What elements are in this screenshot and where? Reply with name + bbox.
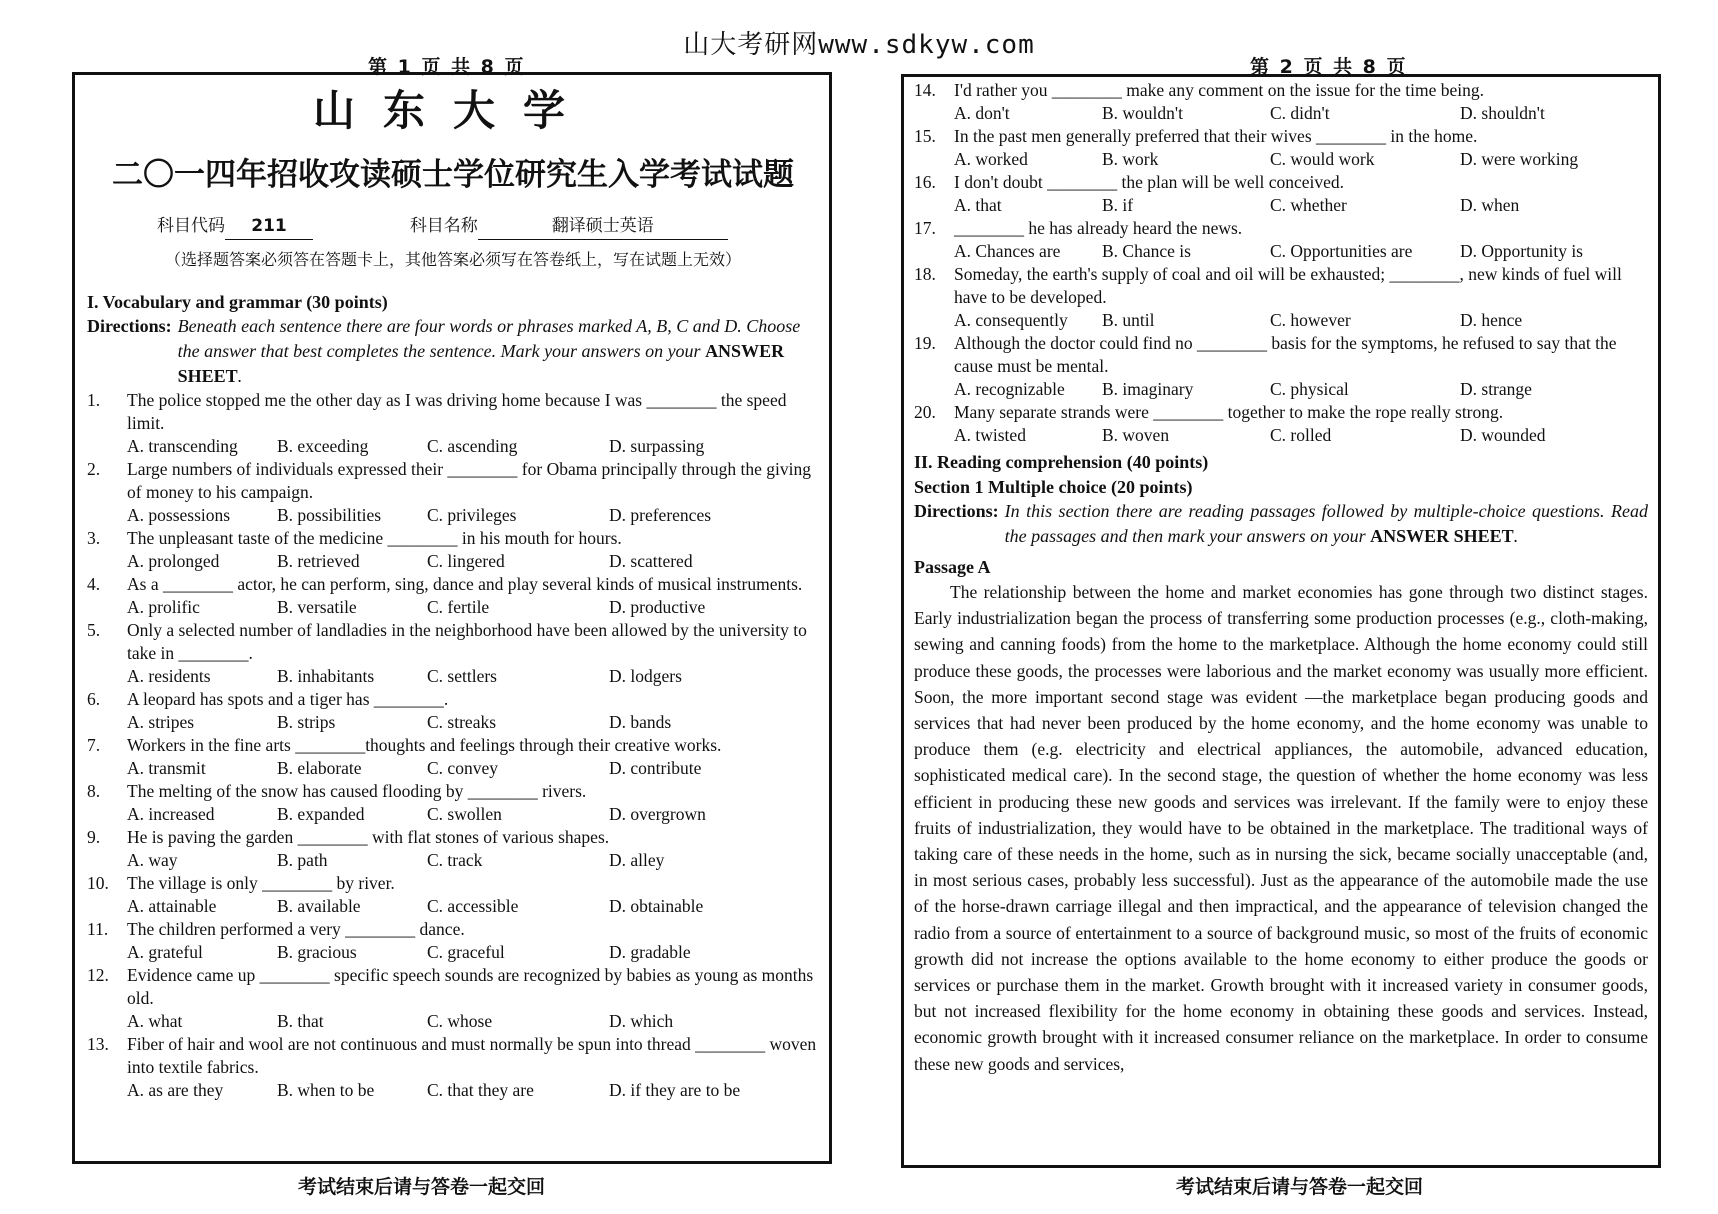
right-question-list <box>914 79 1648 447</box>
answer-option-a: A. that <box>954 195 1002 215</box>
answer-option-b: B. wouldn't <box>1102 103 1183 123</box>
answer-option-b: B. retrieved <box>277 551 360 571</box>
answer-option-a: A. transmit <box>127 758 206 778</box>
answer-option-b: B. if <box>1102 195 1134 215</box>
answer-options <box>914 194 1648 217</box>
answer-option-c: C. accessible <box>427 896 519 916</box>
answer-option-c: C. settlers <box>427 666 497 686</box>
answer-option-c: C. track <box>427 850 483 870</box>
question-10 <box>87 872 819 895</box>
answer-option-b: B. work <box>1102 149 1159 169</box>
site-watermark: 山大考研网www.sdkyw.com <box>683 30 1035 60</box>
question-text: As a ________ actor, he can perform, sing, dance and play several kinds of musical instruments. <box>127 574 803 594</box>
answer-option-a: A. consequently <box>954 310 1068 330</box>
right-exam-page <box>901 74 1661 1168</box>
question-number: 7. <box>87 735 101 755</box>
answer-option-b: B. Chance is <box>1102 241 1191 261</box>
question-text: Only a selected number of landladies in the neighborhood have been allowed by the university to take in ________. <box>127 620 807 663</box>
answer-option-a: A. attainable <box>127 896 217 916</box>
question-15 <box>914 125 1648 148</box>
left-exam-page <box>72 72 832 1164</box>
answer-option-a: A. prolific <box>127 597 200 617</box>
question-number: 12. <box>87 965 109 985</box>
answer-option-d: D. which <box>609 1011 674 1031</box>
answer-options <box>87 1010 819 1033</box>
question-19 <box>914 332 1648 378</box>
answer-options <box>914 102 1648 125</box>
question-text: Large numbers of individuals expressed their ________ for Obama principally through the giving of money to his campaign. <box>127 459 811 502</box>
left-page-number: 第 1 页 共 8 页 <box>368 56 526 78</box>
answer-option-c: C. whether <box>1270 195 1347 215</box>
passage-title: Passage A <box>914 557 991 577</box>
answer-option-a: A. way <box>127 850 178 870</box>
answer-options <box>914 378 1648 401</box>
answer-option-a: A. don't <box>954 103 1010 123</box>
answer-option-b: B. versatile <box>277 597 357 617</box>
answer-option-b: B. possibilities <box>277 505 382 525</box>
subject-row <box>87 213 819 239</box>
answer-option-c: C. streaks <box>427 712 497 732</box>
answer-options <box>914 148 1648 171</box>
answer-option-d: D. when <box>1460 195 1520 215</box>
answer-options <box>87 504 819 527</box>
question-text: I'd rather you ________ make any comment on the issue for the time being. <box>954 80 1484 100</box>
answer-option-d: D. wounded <box>1460 425 1546 445</box>
answer-option-a: A. transcending <box>127 436 238 456</box>
subject-code: 211 <box>225 213 313 240</box>
question-number: 4. <box>87 574 101 594</box>
answer-options <box>914 424 1648 447</box>
question-2 <box>87 458 819 504</box>
answer-options <box>87 895 819 918</box>
question-text: Someday, the earth's supply of coal and oil will be exhausted; ________, new kinds of fuel will have to be developed. <box>954 264 1622 307</box>
answer-options <box>87 550 819 573</box>
question-5 <box>87 619 819 665</box>
answer-options <box>87 1079 819 1102</box>
answer-option-b: B. when to be <box>277 1080 375 1100</box>
answer-option-a: A. recognizable <box>954 379 1065 399</box>
answer-option-a: A. prolonged <box>127 551 220 571</box>
answer-option-d: D. preferences <box>609 505 712 525</box>
right-page-number: 第 2 页 共 8 页 <box>1250 56 1408 78</box>
answer-option-b: B. until <box>1102 310 1155 330</box>
question-number: 14. <box>914 80 936 100</box>
subject-code-label: 科目代码 <box>157 216 225 236</box>
answer-option-c: C. graceful <box>427 942 505 962</box>
answer-option-d: D. lodgers <box>609 666 682 686</box>
question-3 <box>87 527 819 550</box>
question-number: 9. <box>87 827 101 847</box>
answer-option-d: D. were working <box>1460 149 1579 169</box>
directions-vocabulary: Directions: Beneath each sentence there are four words or phrases marked A, B, C and D. Choose the answer that best completes the sentence. Mark your answers on your ANSWER SHEET. <box>87 314 819 389</box>
question-text: In the past men generally preferred that their wives ________ in the home. <box>954 126 1478 146</box>
exam-title: 二〇一四年招收攻读硕士学位研究生入学考试试题 <box>112 157 794 193</box>
question-number: 3. <box>87 528 101 548</box>
answer-option-a: A. worked <box>954 149 1028 169</box>
question-number: 13. <box>87 1034 109 1054</box>
left-question-list <box>87 389 819 1102</box>
answer-option-c: C. fertile <box>427 597 490 617</box>
answer-option-b: B. available <box>277 896 361 916</box>
answer-option-a: A. stripes <box>127 712 195 732</box>
answer-option-d: D. if they are to be <box>609 1080 741 1100</box>
subsection-heading-multiple-choice: Section 1 Multiple choice (20 points) <box>914 477 1193 497</box>
answer-options <box>87 803 819 826</box>
answer-option-d: D. obtainable <box>609 896 704 916</box>
answer-options <box>87 596 819 619</box>
answer-option-d: D. overgrown <box>609 804 706 824</box>
answer-options <box>914 240 1648 263</box>
question-16 <box>914 171 1648 194</box>
subject-name-label: 科目名称 <box>409 216 478 236</box>
question-6 <box>87 688 819 711</box>
question-20 <box>914 401 1648 424</box>
question-text: I don't doubt ________ the plan will be well conceived. <box>954 172 1345 192</box>
answer-option-a: A. increased <box>127 804 215 824</box>
question-number: 8. <box>87 781 101 801</box>
answer-option-c: C. that they are <box>427 1080 534 1100</box>
answer-option-c: C. lingered <box>427 551 505 571</box>
answer-option-a: A. grateful <box>127 942 203 962</box>
answer-option-d: D. shouldn't <box>1460 103 1545 123</box>
question-text: Many separate strands were ________ together to make the rope really strong. <box>954 402 1504 422</box>
question-text: He is paving the garden ________ with flat stones of various shapes. <box>127 827 610 847</box>
answer-notice: （选择题答案必须答在答题卡上，其他答案必须写在答卷纸上，写在试题上无效） <box>164 250 741 269</box>
answer-options <box>914 309 1648 332</box>
question-17 <box>914 217 1648 240</box>
answer-option-a: A. what <box>127 1011 183 1031</box>
answer-option-a: A. residents <box>127 666 211 686</box>
answer-option-b: B. that <box>277 1011 324 1031</box>
answer-option-b: B. elaborate <box>277 758 362 778</box>
answer-option-b: B. woven <box>1102 425 1170 445</box>
answer-option-c: C. physical <box>1270 379 1349 399</box>
answer-option-d: D. contribute <box>609 758 702 778</box>
answer-option-b: B. strips <box>277 712 336 732</box>
answer-option-c: C. ascending <box>427 436 518 456</box>
question-text: Workers in the fine arts ________thoughts and feelings through their creative works. <box>127 735 722 755</box>
answer-options <box>87 665 819 688</box>
right-footer: 考试结束后请与答卷一起交回 <box>1176 1176 1424 1198</box>
answer-option-d: D. productive <box>609 597 706 617</box>
question-text: The village is only ________ by river. <box>127 873 395 893</box>
question-text: Although the doctor could find no ________ basis for the symptoms, he refused to say that the cause must be mental. <box>954 333 1617 376</box>
answer-option-c: C. however <box>1270 310 1351 330</box>
question-13 <box>87 1033 819 1079</box>
answer-options <box>87 849 819 872</box>
answer-option-c: C. rolled <box>1270 425 1332 445</box>
answer-options <box>87 711 819 734</box>
directions-answer-sheet: ANSWER SHEET <box>177 341 785 386</box>
subject-name: 翻译硕士英语 <box>478 213 728 240</box>
question-7 <box>87 734 819 757</box>
passage-text: The relationship between the home and market economies has gone through two distinct stages. Early industrialization began the process of transferring some production processes (e.g., cloth-making, sewing and canning foods) from the home to the marketplace. Although the home economy could still produce these goods, the processes were laborious and the market economy was usually more efficient. Soon, the more important second stage was evident —the marketplace began producing goods and services that had never been produced by the home economy, and the home economy was unable to produce them (e.g. electricity and electrical appliances, the automobile, advanced education, sophisticated medical care). In the second stage, the question of whether the home economy was less efficient in producing these new goods and services was irrelevant. If the family were to enjoy these fruits of industrialization, they would have to be obtained in the marketplace. The traditional ways of taking care of these needs in the home, such as in nursing the sick, became socially unacceptable (and, in most serious cases, probably less successful). Just as the appearance of the automobile made the use of the horse-drawn carriage illegal and then impractical, and the appearance of television changed the radio from a source of entertainment to a source of background music, so most of the fruits of economic growth did not increase the options available to the home economy to either produce the goods or services or purchase them in the market. Growth brought with it increased variety in consumer goods, but not increased flexibility for the home economy in obtaining these goods and services. Instead, economic growth brought with it increased consumer reliance on the marketplace. In order to consume these new goods and services, <box>914 582 1648 1074</box>
directions-answer-sheet: ANSWER SHEET <box>1370 526 1514 546</box>
directions-text: Beneath each sentence there are four words or phrases marked A, B, C and D. Choose the answer that best completes the sentence. Mark your answers on your <box>177 316 801 361</box>
answer-option-a: A. possessions <box>127 505 231 525</box>
answer-options <box>87 435 819 458</box>
question-number: 20. <box>914 402 936 422</box>
section-heading-vocabulary: I. Vocabulary and grammar (30 points) <box>87 292 388 312</box>
directions-label: Directions: <box>914 501 999 521</box>
answer-option-a: A. Chances are <box>954 241 1061 261</box>
question-text: The melting of the snow has caused flooding by ________ rivers. <box>127 781 587 801</box>
question-number: 10. <box>87 873 109 893</box>
directions-text: In this section there are reading passages followed by multiple-choice questions. Read the passages and then mark your answers on your <box>1004 501 1648 546</box>
answer-option-c: C. privileges <box>427 505 517 525</box>
question-text: The children performed a very ________ dance. <box>127 919 465 939</box>
answer-option-a: A. as are they <box>127 1080 224 1100</box>
question-number: 11. <box>87 919 109 939</box>
school-name: 山东大学 <box>312 86 593 135</box>
question-18 <box>914 263 1648 309</box>
answer-option-d: D. bands <box>609 712 672 732</box>
question-number: 16. <box>914 172 936 192</box>
answer-options <box>87 941 819 964</box>
answer-option-c: C. would work <box>1270 149 1375 169</box>
answer-option-b: B. exceeding <box>277 436 369 456</box>
answer-option-b: B. inhabitants <box>277 666 375 686</box>
question-14 <box>914 79 1648 102</box>
question-number: 19. <box>914 333 936 353</box>
answer-option-b: B. path <box>277 850 328 870</box>
answer-option-b: B. expanded <box>277 804 365 824</box>
question-8 <box>87 780 819 803</box>
question-number: 18. <box>914 264 936 284</box>
answer-options <box>87 757 819 780</box>
question-number: 5. <box>87 620 101 640</box>
question-number: 2. <box>87 459 101 479</box>
answer-option-d: D. gradable <box>609 942 691 962</box>
question-text: A leopard has spots and a tiger has ________. <box>127 689 449 709</box>
question-1 <box>87 389 819 435</box>
question-number: 17. <box>914 218 936 238</box>
answer-option-d: D. strange <box>1460 379 1532 399</box>
answer-option-c: C. swollen <box>427 804 502 824</box>
question-9 <box>87 826 819 849</box>
answer-option-c: C. didn't <box>1270 103 1330 123</box>
question-number: 15. <box>914 126 936 146</box>
left-footer: 考试结束后请与答卷一起交回 <box>298 1176 546 1198</box>
directions-reading: Directions: In this section there are reading passages followed by multiple-choice questions. Read the passages and then mark your answers on your ANSWER SHEET. <box>914 499 1648 549</box>
answer-option-c: C. Opportunities are <box>1270 241 1413 261</box>
question-12 <box>87 964 819 1010</box>
answer-option-d: D. scattered <box>609 551 693 571</box>
answer-option-d: D. alley <box>609 850 665 870</box>
answer-option-d: D. hence <box>1460 310 1523 330</box>
question-11 <box>87 918 819 941</box>
question-4 <box>87 573 819 596</box>
question-text: ________ he has already heard the news. <box>954 218 1243 238</box>
question-number: 6. <box>87 689 101 709</box>
answer-option-c: C. convey <box>427 758 498 778</box>
question-text: The unpleasant taste of the medicine ________ in his mouth for hours. <box>127 528 622 548</box>
answer-option-b: B. imaginary <box>1102 379 1194 399</box>
answer-option-b: B. gracious <box>277 942 357 962</box>
answer-option-a: A. twisted <box>954 425 1026 445</box>
question-text: Evidence came up ________ specific speech sounds are recognized by babies as young as months old. <box>127 965 814 1008</box>
answer-option-c: C. whose <box>427 1011 493 1031</box>
section-heading-reading: II. Reading comprehension (40 points) <box>914 452 1209 472</box>
answer-option-d: D. surpassing <box>609 436 705 456</box>
question-number: 1. <box>87 390 101 410</box>
question-text: Fiber of hair and wool are not continuous and must normally be spun into thread ________ woven into textile fabrics. <box>127 1034 817 1077</box>
answer-option-d: D. Opportunity is <box>1460 241 1583 261</box>
question-text: The police stopped me the other day as I was driving home because I was ________ the speed limit. <box>127 390 787 433</box>
directions-label: Directions: <box>87 316 172 336</box>
